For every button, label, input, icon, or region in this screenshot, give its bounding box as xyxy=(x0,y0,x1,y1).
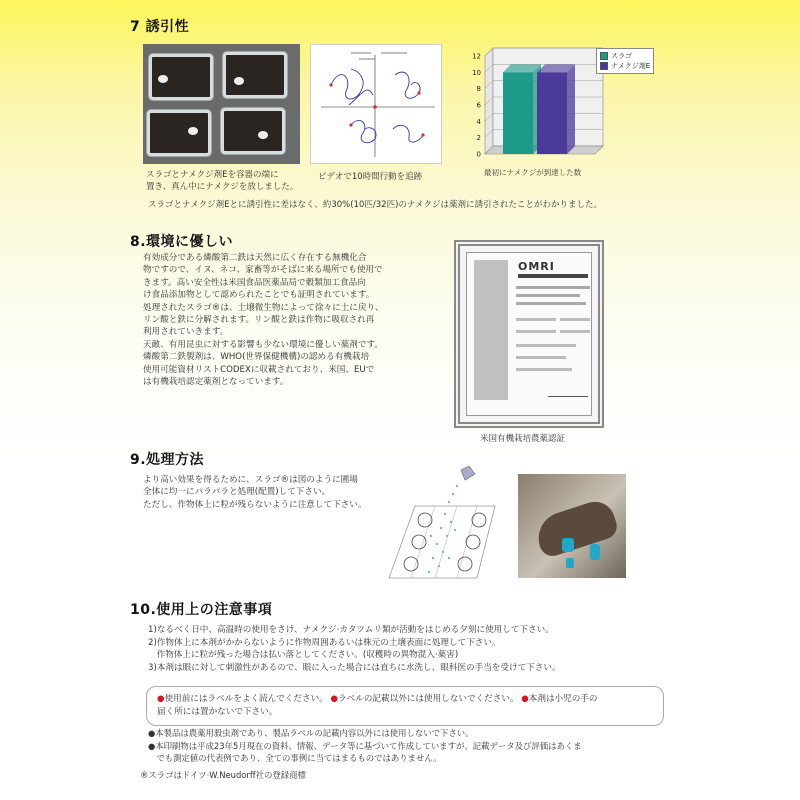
legend-item-surago: スラゴ xyxy=(600,51,650,61)
tracking-paths-svg xyxy=(311,45,441,163)
y-tick-label: 2 xyxy=(476,134,481,143)
section-8-line: 物ですので、イヌ、ネコ、家畜等がそばに来る場所でも使用で xyxy=(143,265,383,276)
section-9-line: ただし、作物体上に粒が残らないように注意して下さい。 xyxy=(143,499,367,510)
footnotes xyxy=(148,727,582,765)
section-8-line: リン酸と鉄に分解されます。リン酸と鉄は作物に吸収され再 xyxy=(143,315,375,326)
omri-certificate xyxy=(454,240,604,428)
warning-3: 本剤は小児の手の xyxy=(528,694,598,704)
y-tick-label: 8 xyxy=(476,85,481,94)
trays-photo xyxy=(143,44,300,164)
warning-box xyxy=(146,686,664,726)
section-8-line: 有効成分である燐酸第二鉄は天然に広く存在する無機化合 xyxy=(143,253,367,263)
section-9-line: より高い効果を得るために、スラゴ®は図のように圃場 xyxy=(143,475,358,485)
note-line: 2)作物体上に本剤がかからないように作物周囲あるいは株元の土壌表面に処理して下さい。 xyxy=(148,637,501,648)
section-8-body xyxy=(143,252,384,388)
chart-xlabel: 最初にナメクジが到達した数 xyxy=(484,168,582,177)
section-10-notes xyxy=(148,624,561,674)
photo-caption-line-2: 置き、真ん中にナメクジを放しました。 xyxy=(146,182,299,192)
y-tick-label: 12 xyxy=(472,52,481,61)
footnote-line: ●本製品は農薬用殺虫剤であり、製品ラベルの記載内容以外には使用しないで下さい。 xyxy=(148,728,474,738)
note-line: 作物体上に粒が残った場合は払い落としてください。(収穫時の異物混入·薬害) xyxy=(148,650,459,660)
section-9-body xyxy=(143,474,366,511)
red-bullet-icon: ● xyxy=(157,694,165,704)
cert-caption: 米国有機栽培農薬認証 xyxy=(480,434,566,444)
note-line: 3)本剤は眼に対して刺激性があるので、眼に入った場合には直ちに水洗し、眼科医の手当を受けて下さい。 xyxy=(148,662,561,673)
chart-legend xyxy=(596,48,654,74)
section-8-line: 処理されたスラゴ®は、土壌微生物によって徐々に土に戻り、 xyxy=(143,302,384,313)
section-8-line: 燐酸第二鉄製剤は、WHO(世界保健機構)の認める有機栽培 xyxy=(143,352,370,363)
section-8-title: 8.環境に優しい xyxy=(130,234,234,250)
bar xyxy=(537,72,567,154)
scatter-application-diagram xyxy=(385,466,505,584)
bar xyxy=(503,72,533,154)
photo-caption-line-1: スラゴとナメクジ剤Eを容器の端に xyxy=(146,170,279,180)
red-bullet-icon: ● xyxy=(521,694,529,704)
slug-photo xyxy=(518,474,626,578)
section-10-title: 10.使用上の注意事項 xyxy=(130,602,273,618)
footnote-line: でも測定値の代表例であり、全ての事例に当てはまるものではありません。 xyxy=(148,753,442,763)
section-8-line: け食品添加物として認められたことでも証明されています。 xyxy=(143,290,375,301)
warning-2: ラベルの記載以外には使用しないでください。 xyxy=(338,694,519,704)
section-8-line: きます。高い安全性は米国食品医薬品局で穀類加工食品向 xyxy=(143,277,366,288)
tracking-diagram xyxy=(310,44,442,164)
section-8-line: は有機栽培認定薬剤となっています。 xyxy=(143,377,289,388)
section-9-title: 9.処理方法 xyxy=(130,452,205,468)
warning-4: 届く所には置かないで下さい。 xyxy=(157,707,278,717)
section-7-result: スラゴとナメクジ剤Eとに誘引性に差はなく、約30%(10匹/32匹)のナメクジは薬剤に誘引されたことがわかりました。 xyxy=(148,200,603,210)
footnote-line: ●本印刷物は平成23年5月現在の資料、情報、データ等に基づいて作成していますが、記載データ及び評価はあくま xyxy=(148,740,582,751)
note-line: 1)なるべく日中、高温時の使用をさけ、ナメクジ·カタツムリ類が活動をはじめる夕刻に使用して下さい。 xyxy=(148,625,554,635)
video-caption: ビデオで10時間行動を追跡 xyxy=(318,172,423,182)
y-tick-label: 0 xyxy=(476,150,481,159)
legend-item-namekuji-e: ナメクジ剤E xyxy=(600,61,650,71)
section-8-line: 天敵、有用昆虫に対する影響も少ない環境に優しい薬剤です。 xyxy=(143,339,383,350)
section-8-line: 利用されていきます。 xyxy=(143,327,229,338)
red-bullet-icon: ● xyxy=(330,694,339,704)
omri-logo: OMRI xyxy=(518,260,555,273)
section-8-line: 使用可能資材リストCODEXに収載されており、米国、EUで xyxy=(143,364,375,375)
y-tick-label: 4 xyxy=(476,117,481,126)
trademark-note: ®スラゴはドイツ·W.Neudorff社の登録商標 xyxy=(140,770,306,780)
warning-1: 使用前にはラベルをよく読んでください。 xyxy=(164,694,328,704)
bar-side xyxy=(567,64,575,154)
y-tick-label: 6 xyxy=(476,101,481,110)
field-diagram-svg xyxy=(385,466,505,584)
y-tick-label: 10 xyxy=(472,68,481,77)
section-7-title: 7 誘引性 xyxy=(130,19,190,35)
section-9-line: 全体に均一にパラパラと処理(配置)して下さい。 xyxy=(143,487,331,498)
